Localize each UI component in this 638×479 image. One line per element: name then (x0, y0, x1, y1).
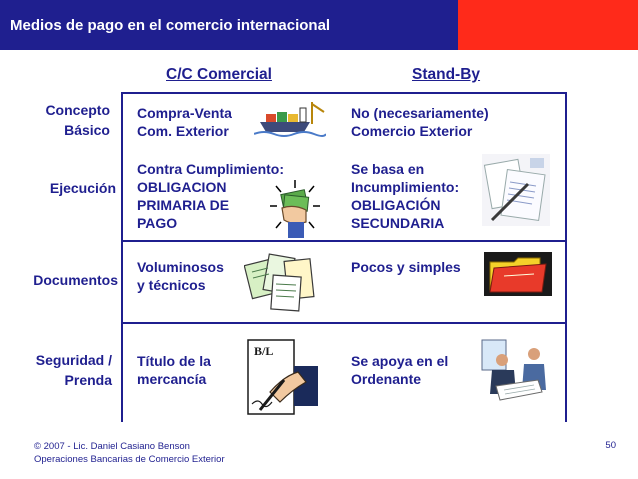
cell-standby-seguridad: Se apoya en el Ordenante (351, 353, 449, 387)
page-number: 50 (605, 440, 616, 451)
folder-icon (484, 252, 552, 296)
grid-line-lower (121, 322, 567, 324)
money-hand-icon (266, 178, 324, 240)
footer (34, 440, 225, 466)
grid-line-right (565, 92, 567, 422)
signing-hand-icon (236, 332, 326, 416)
cargo-ship-icon (254, 98, 326, 140)
title-bar (0, 0, 638, 50)
footer-copyright: © 2007 - Lic. Daniel Casiano Benson (34, 441, 190, 452)
documents-pen-icon (482, 154, 550, 226)
cell-commercial-concepto: Compra-Venta Com. Exterior (137, 105, 232, 139)
cell-commercial-ejecucion: Contra Cumplimiento: OBLIGACION PRIMARIA DE PAGO (137, 161, 284, 231)
grid-line-top (121, 92, 567, 94)
meeting-icon (480, 330, 554, 406)
cell-standby-ejecucion: Se basa en Incumplimiento: OBLIGACIÓN SECUNDARIA (351, 161, 460, 231)
column-header-standby: Stand-By (412, 66, 481, 83)
grid-line-mid (121, 240, 567, 242)
column-header-commercial: C/C Comercial (166, 66, 272, 83)
cell-commercial-documentos: Voluminosos y técnicos (137, 259, 224, 293)
cell-standby-documentos: Pocos y simples (351, 259, 461, 275)
footer-course: Operaciones Bancarias de Comercio Exterior (34, 454, 225, 465)
paper-stack-icon (244, 252, 320, 314)
row-label-concepto: Concepto Básico (45, 102, 110, 138)
title-bar-accent (458, 0, 638, 50)
row-label-documentos: Documentos (33, 272, 118, 288)
slide-title: Medios de pago en el comercio internacional (10, 17, 331, 34)
bill-of-lading-label: B/L (254, 344, 274, 358)
row-label-ejecucion: Ejecución (49, 180, 116, 196)
cell-commercial-seguridad: Título de la mercancía (137, 353, 211, 387)
grid-line-left (121, 92, 123, 422)
row-label-seguridad: Seguridad / Prenda (35, 352, 112, 388)
cell-standby-concepto: No (necesariamente) Comercio Exterior (351, 105, 489, 139)
